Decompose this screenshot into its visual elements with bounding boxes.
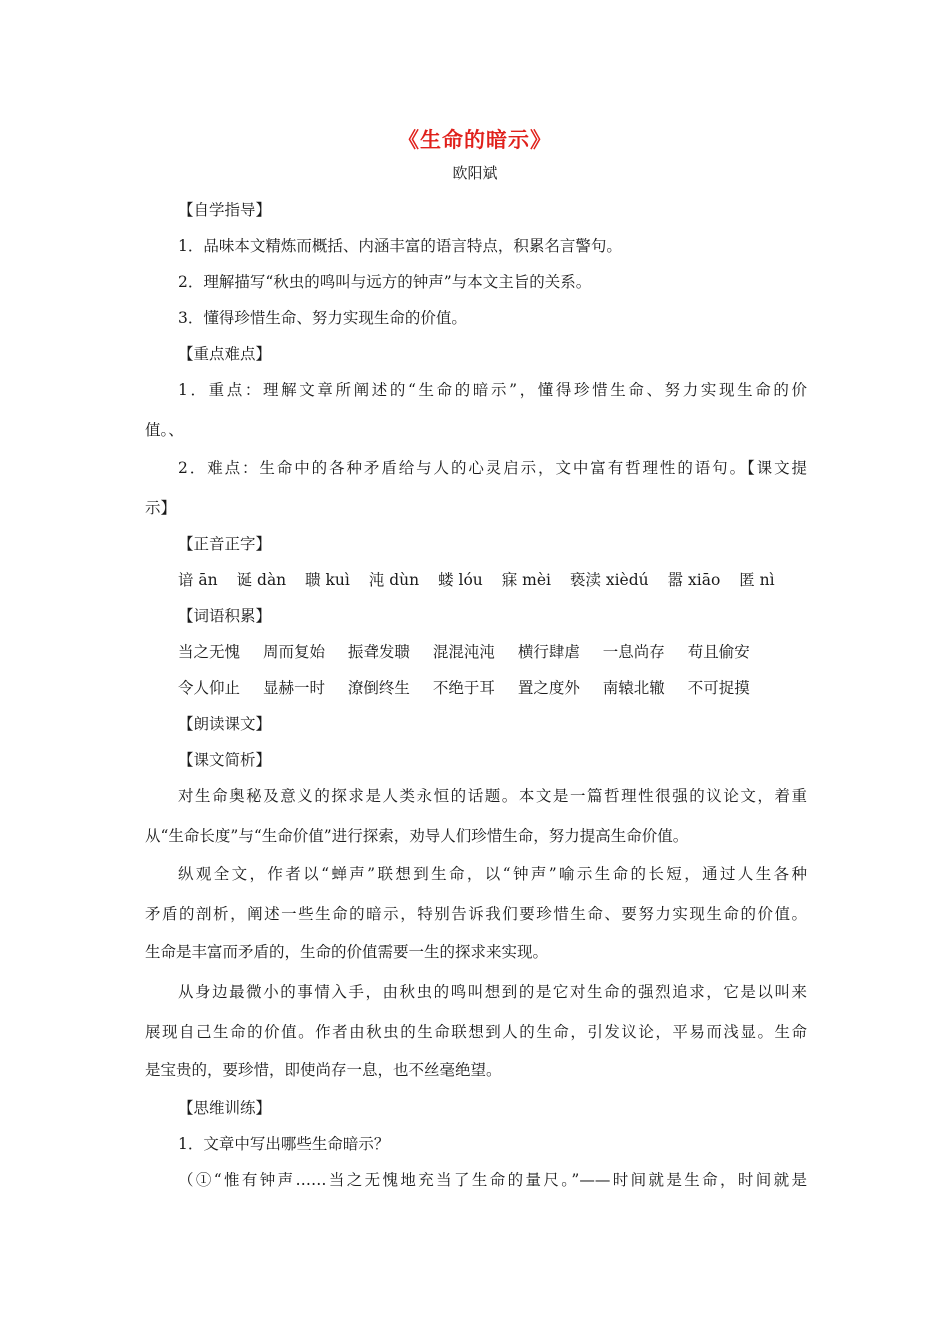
vocab-item: 苟且偷安 bbox=[687, 643, 750, 661]
keypoint-line bbox=[178, 456, 807, 478]
pronunciation-item: 亵渎 xièdú bbox=[569, 571, 649, 589]
section-heading-pronunciation: 【正音正字】 bbox=[178, 535, 272, 553]
pronunciation-item: 寐 mèi bbox=[501, 571, 551, 589]
pronunciation-item: 谙 ān bbox=[178, 571, 218, 589]
section-heading-selfstudy: 【自学指导】 bbox=[178, 201, 272, 219]
analysis-text: 展现自己生命的价值。作者由秋虫的生命联想到人的生命，引发议论，平易而浅显。生命 bbox=[145, 1023, 807, 1041]
selfstudy-item: 2．理解描写“秋虫的鸣叫与远方的钟声”与本文主旨的关系。 bbox=[178, 273, 592, 291]
pronunciation-item: 匿 nì bbox=[739, 571, 775, 589]
thinking-question: 1．文章中写出哪些生命暗示？ bbox=[178, 1135, 390, 1153]
document-title: 《生命的暗示》 bbox=[398, 127, 552, 152]
pronunciation-item: 蝼 lóu bbox=[438, 571, 483, 589]
analysis-text: 矛盾的剖析，阐述一些生命的暗示，特别告诉我们要珍惜生命、要努力实现生命的价值。 bbox=[145, 905, 807, 923]
vocab-item: 一息尚存 bbox=[602, 643, 665, 661]
analysis-line bbox=[178, 980, 807, 1002]
vocab-item: 置之度外 bbox=[517, 679, 580, 697]
analysis-line bbox=[178, 784, 807, 806]
keypoint-line: 值。、 bbox=[145, 421, 184, 439]
vocab-item: 周而复始 bbox=[262, 643, 325, 661]
pronunciation-item: 诞 dàn bbox=[236, 571, 287, 589]
vocab-row bbox=[178, 640, 768, 662]
vocab-item: 令人仰止 bbox=[178, 679, 241, 697]
analysis-line: 生命是丰富而矛盾的，生命的价值需要一生的探求来实现。 bbox=[145, 943, 549, 961]
keypoint-text: 2．难点：生命中的各种矛盾给与人的心灵启示，文中富有哲理性的语句。【课文提 bbox=[178, 459, 807, 477]
analysis-text: 纵观全文，作者以“蝉声”联想到生命，以“钟声”喻示生命的长短，通过人生各种 bbox=[178, 865, 807, 883]
pronunciation-item: 嚣 xiāo bbox=[667, 571, 721, 589]
section-heading-analysis: 【课文简析】 bbox=[178, 751, 272, 769]
vocab-row bbox=[178, 676, 768, 698]
vocab-item: 显赫一时 bbox=[262, 679, 325, 697]
analysis-line bbox=[145, 902, 807, 924]
analysis-line: 从“生命长度”与“生命价值”进行探索，劝导人们珍惜生命，努力提高生命价值。 bbox=[145, 827, 689, 845]
vocab-item: 不绝于耳 bbox=[432, 679, 495, 697]
analysis-line: 是宝贵的，要珍惜，即使尚存一息，也不丝毫绝望。 bbox=[145, 1061, 502, 1079]
keypoint-line bbox=[178, 378, 807, 400]
analysis-line bbox=[178, 862, 807, 884]
vocab-item: 混混沌沌 bbox=[432, 643, 495, 661]
section-heading-keypoints: 【重点难点】 bbox=[178, 345, 272, 363]
pronunciation-list bbox=[178, 568, 789, 590]
thinking-answer bbox=[178, 1168, 807, 1190]
author-name: 欧阳斌 bbox=[452, 164, 498, 182]
analysis-text: 对生命奥秘及意义的探求是人类永恒的话题。本文是一篇哲理性很强的议论文，着重 bbox=[178, 787, 807, 805]
analysis-line bbox=[145, 1020, 807, 1042]
pronunciation-item: 聩 kuì bbox=[305, 571, 350, 589]
section-heading-reading: 【朗读课文】 bbox=[178, 715, 272, 733]
section-heading-vocab: 【词语积累】 bbox=[178, 607, 272, 625]
selfstudy-item: 3．懂得珍惜生命、努力实现生命的价值。 bbox=[178, 309, 467, 327]
vocab-item: 不可捉摸 bbox=[687, 679, 750, 697]
selfstudy-item: 1．品味本文精炼而概括、内涵丰富的语言特点，积累名言警句。 bbox=[178, 237, 622, 255]
section-heading-thinking: 【思维训练】 bbox=[178, 1099, 272, 1117]
vocab-item: 当之无愧 bbox=[178, 643, 241, 661]
pronunciation-item: 沌 dùn bbox=[368, 571, 420, 589]
keypoint-line: 示】 bbox=[145, 499, 177, 517]
thinking-answer-text: （①“惟有钟声……当之无愧地充当了生命的量尺。”——时间就是生命，时间就是 bbox=[178, 1171, 807, 1189]
keypoint-text: 1．重点：理解文章所阐述的“生命的暗示”，懂得珍惜生命、努力实现生命的价 bbox=[178, 381, 807, 399]
vocab-item: 南辕北辙 bbox=[602, 679, 665, 697]
vocab-item: 潦倒终生 bbox=[347, 679, 410, 697]
vocab-item: 横行肆虐 bbox=[517, 643, 580, 661]
vocab-item: 振聋发聩 bbox=[347, 643, 410, 661]
analysis-text: 从身边最微小的事情入手，由秋虫的鸣叫想到的是它对生命的强烈追求，它是以叫来 bbox=[178, 983, 807, 1001]
